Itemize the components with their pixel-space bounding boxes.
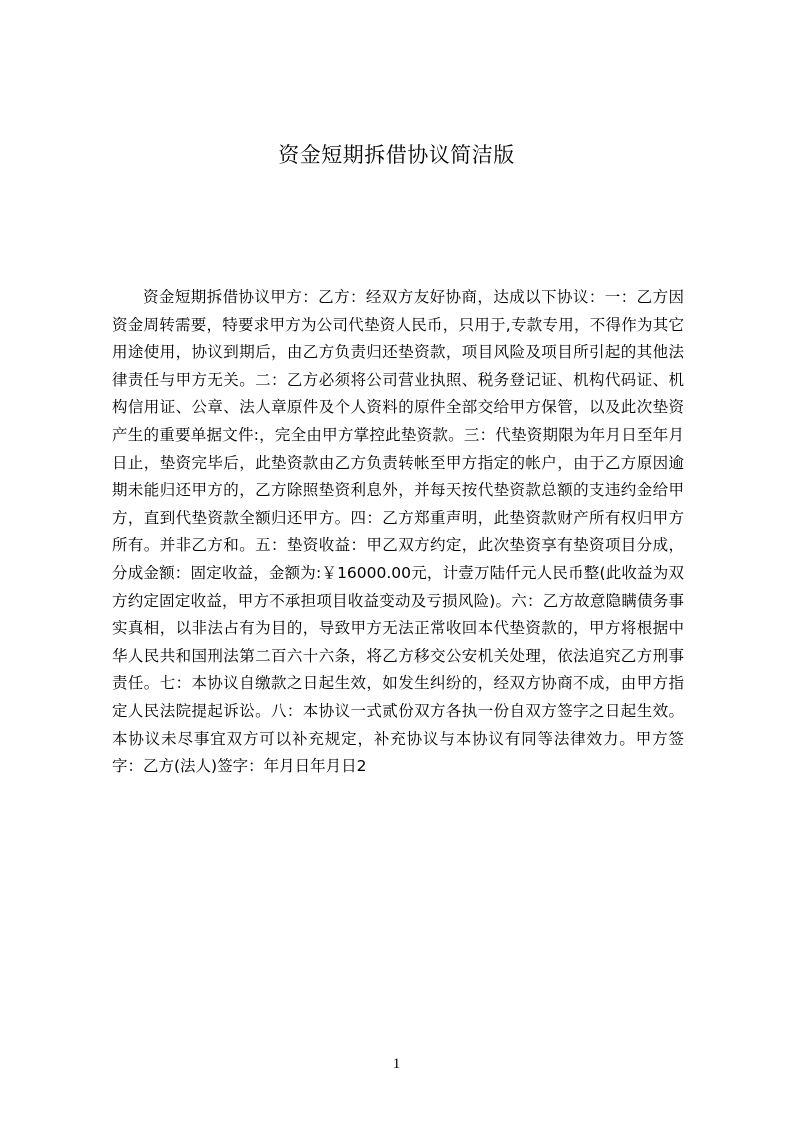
agreement-body-paragraph: 资金短期拆借协议甲方：乙方：经双方友好协商，达成以下协议：一：乙方因资金周转需要，特要求甲方为公司代垫资人民币，只用于,专款专用，不得作为其它用途使用，协议到期后，由乙方负责归还垫资款，项目风险及项目所引起的其他法律责任与甲方无关。二：乙方必须将公司营业执照、税务登记证、机构代码证、机构信用证、公章、法人章原件及个人资料的原件全部交给甲方保管，以及此次垫资产生的重要单据文件:，完全由甲方掌控此垫资款。三：代垫资期限为年月日至年月日止，垫资完毕后，此垫资款由乙方负责转帐至甲方指定的帐户，由于乙方原因逾期未能归还甲方的，乙方除照垫资利息外，并每天按代垫资款总额的支违约金给甲方，直到代垫资款全额归还甲方。四：乙方郑重声明，此垫资款财产所有权归甲方所有。并非乙方和。五：垫资收益：甲乙双方约定，此次垫资享有垫资项目分成，分成金额：固定收益，金额为:￥16000.00元，计壹万陆仟元人民币整(此收益为双方约定固定收益，甲方不承担项目收益变动及亏损风险)。六：乙方故意隐瞒债务事实真相，以非法占有为目的，导致甲方无法正常收回本代垫资款的，甲方将根据中华人民共和国刑法第二百六十六条，将乙方移交公安机关处理，依法追究乙方刑事责任。七：本协议自缴款之日起生效，如发生纠纷的，经双方协商不成，由甲方指定人民法院提起诉讼。八：本协议一式贰份双方各执一份自双方签字之日起生效。本协议未尽事宜双方可以补充规定，补充协议与本协议有同等法律效力。甲方签字：乙方(法人)签字：年月日年月日2 <box>112 288 684 776</box>
document-title: 资金短期拆借协议简洁版 <box>278 143 515 167</box>
page-number: 1 <box>392 1056 401 1072</box>
